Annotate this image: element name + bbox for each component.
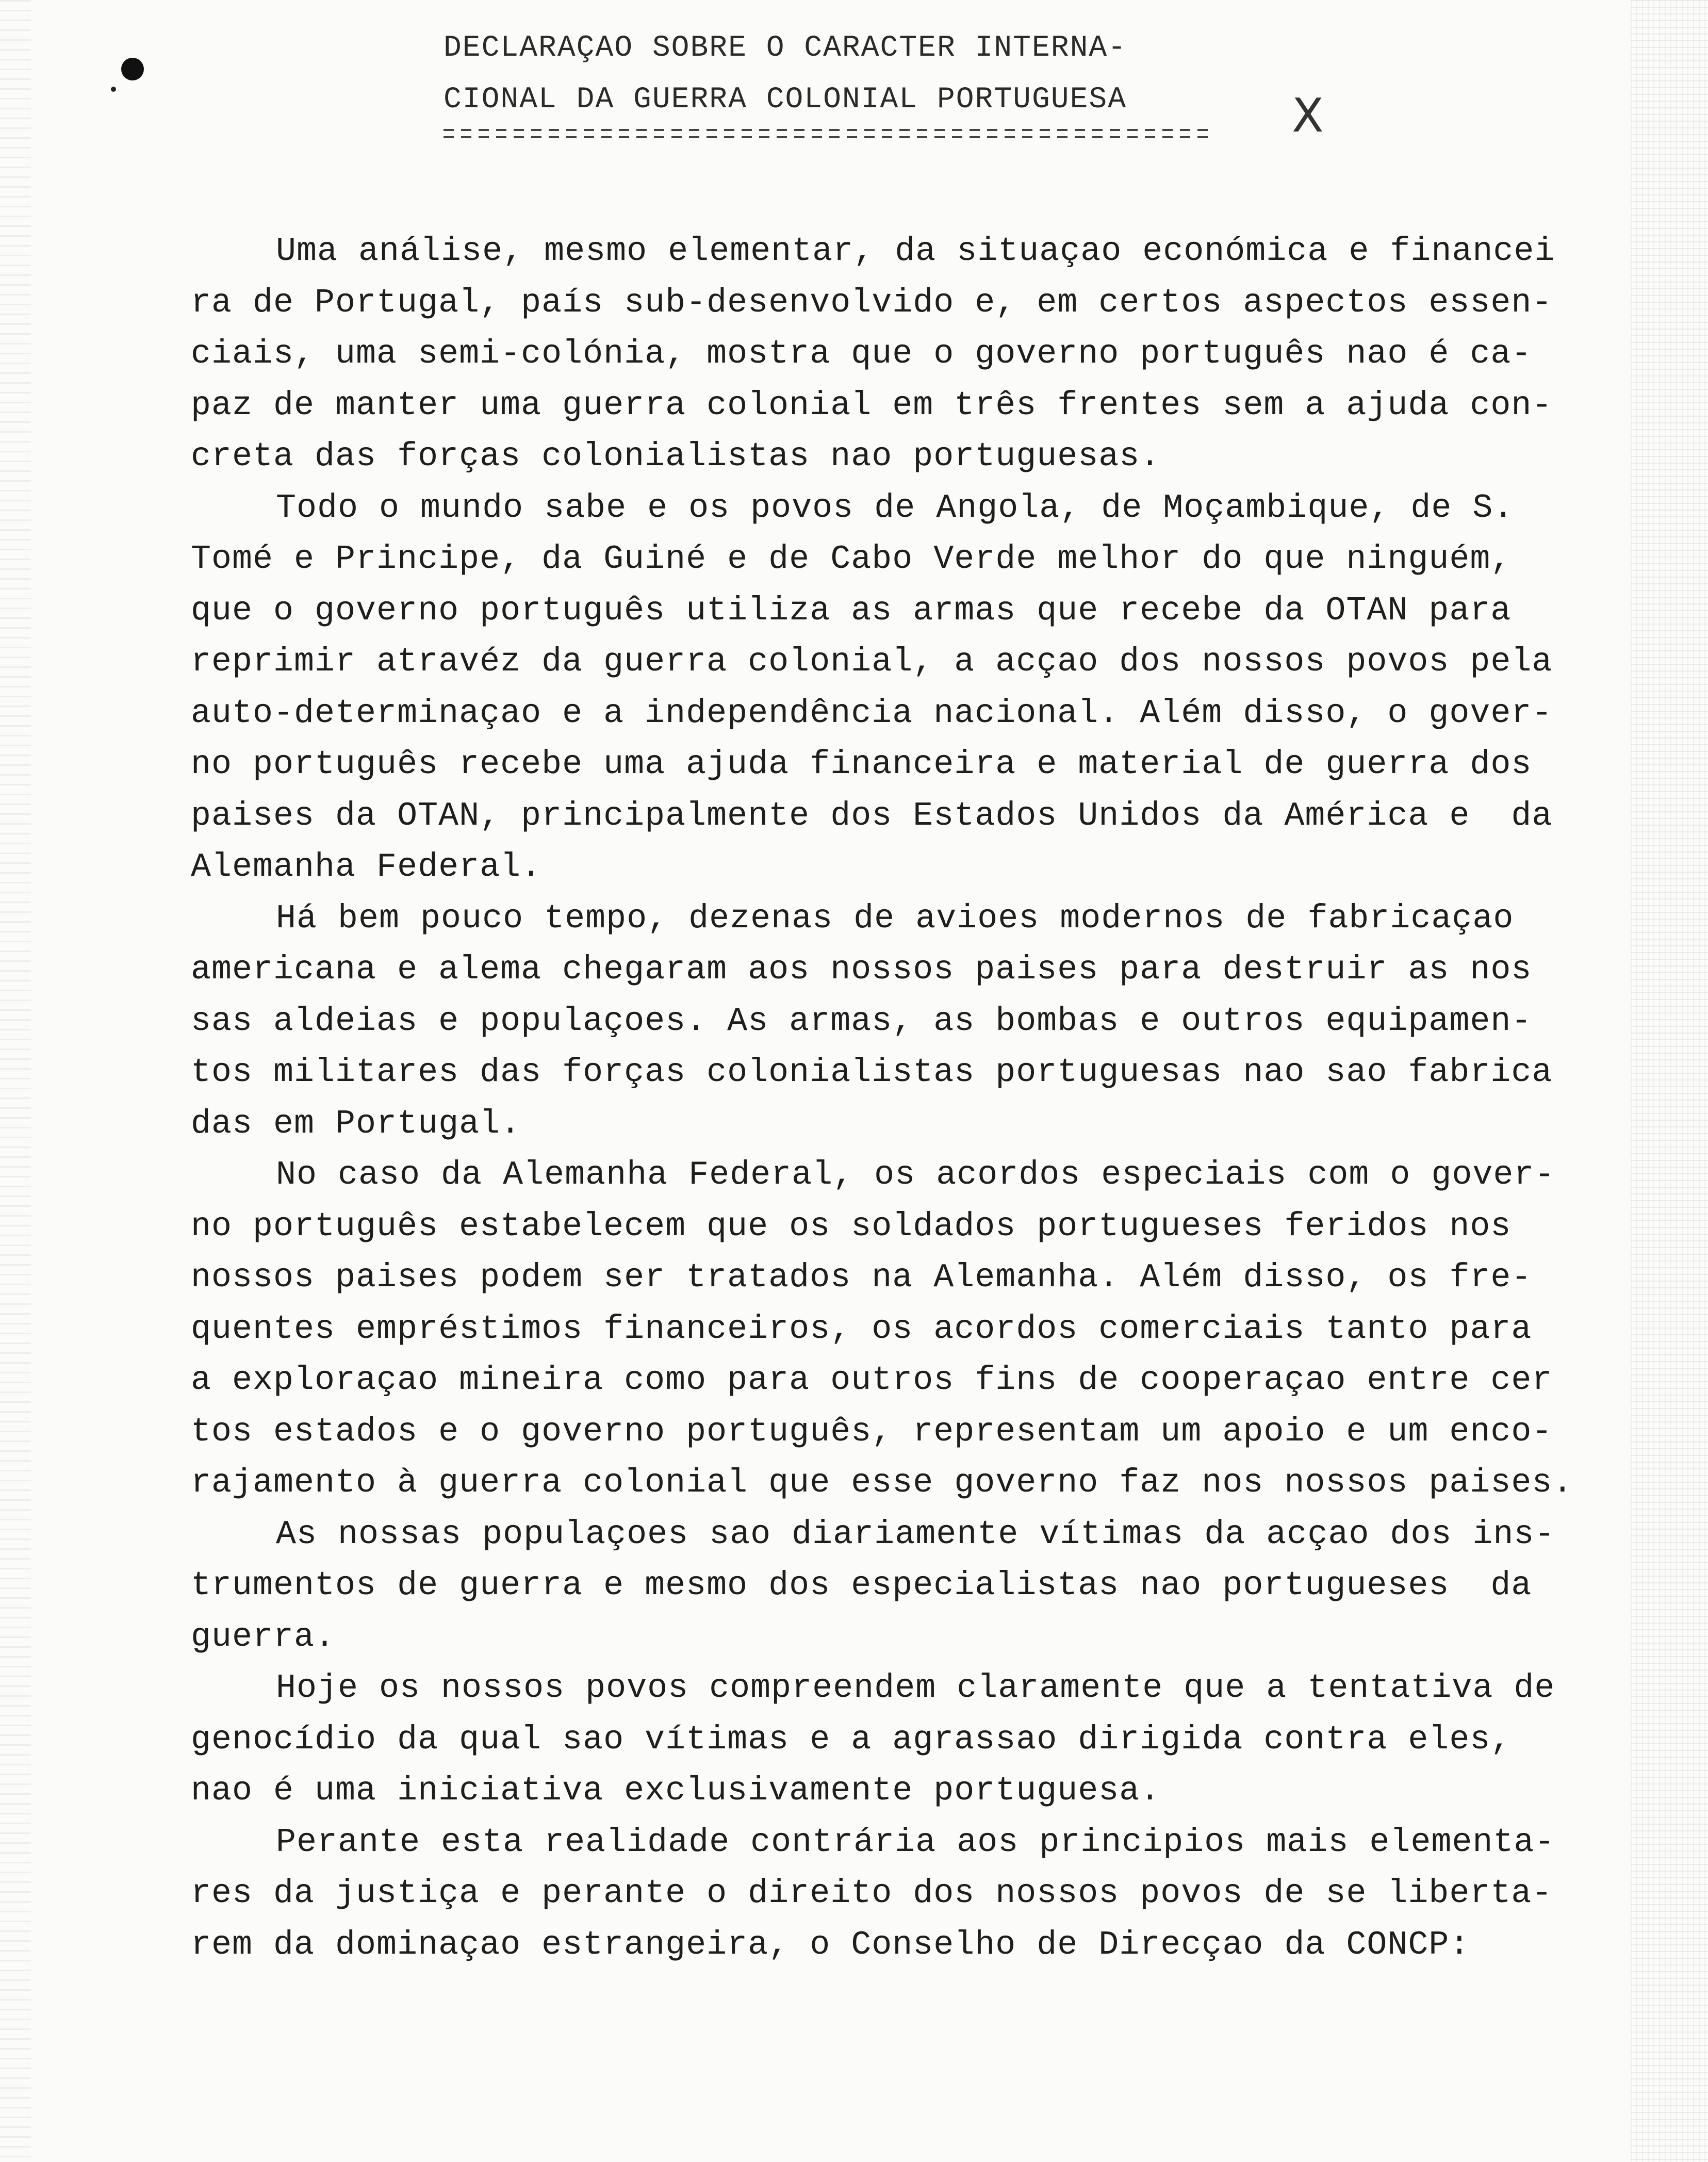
text-line: creta das forças colonialistas nao portuguesas. [191, 437, 1161, 476]
title-line-1: DECLARAÇAO SOBRE O CARACTER INTERNA- [444, 31, 1127, 65]
ink-blot [121, 58, 144, 80]
title-line-2: CIONAL DA GUERRA COLONIAL PORTUGUESA [444, 83, 1127, 117]
text-line: No caso da Alemanha Federal, os acordos especiais com o gover- [276, 1156, 1555, 1194]
text-line: Todo o mundo sabe e os povos de Angola, de Moçambique, de S. [276, 488, 1514, 527]
scan-edge-left [0, 0, 31, 2162]
text-line: Uma análise, mesmo elementar, da situaçao económica e financei [276, 232, 1555, 270]
text-line: americana e alema chegaram aos nossos paises para destruir as nos [191, 951, 1532, 989]
text-line: sas aldeias e populaçoes. As armas, as bombas e outros equipamen- [191, 1002, 1532, 1040]
text-line: reprimir atravéz da guerra colonial, a acçao dos nossos povos pela [191, 643, 1553, 681]
text-line: rajamento à guerra colonial que esse governo faz nos nossos paises. [191, 1464, 1573, 1502]
text-line: quentes empréstimos financeiros, os acordos comerciais tanto para [191, 1309, 1532, 1348]
title-double-underline [444, 129, 1212, 143]
text-line: Perante esta realidade contrária aos principios mais elementa- [276, 1823, 1555, 1861]
text-line: Hoje os nossos povos compreendem claramente que a tentativa de [276, 1669, 1555, 1707]
text-line: no português recebe uma ajuda financeira e material de guerra dos [191, 745, 1532, 783]
text-line: rem da dominaçao estrangeira, o Conselho de Direcçao da CONCP: [191, 1925, 1470, 1964]
text-line: das em Portugal. [191, 1104, 521, 1143]
text-line: trumentos de guerra e mesmo dos especialistas nao portugueses da [191, 1566, 1532, 1604]
text-line: tos estados e o governo português, representam um apoio e um enco- [191, 1412, 1553, 1451]
text-line: As nossas populaçoes sao diariamente vítimas da acçao dos ins- [276, 1515, 1555, 1553]
text-line: a exploraçao mineira como para outros fins de cooperaçao entre cer [191, 1361, 1553, 1399]
text-line: ra de Portugal, país sub-desenvolvido e, em certos aspectos essen- [191, 283, 1553, 322]
text-line: res da justiça e perante o direito dos nossos povos de se liberta- [191, 1874, 1553, 1912]
text-line: guerra. [191, 1617, 336, 1656]
text-line: no português estabelecem que os soldados portugueses feridos nos [191, 1207, 1512, 1246]
text-line: tos militares das forças colonialistas portuguesas nao sao fabrica [191, 1053, 1553, 1091]
text-line: Alemanha Federal. [191, 848, 542, 886]
text-line: nao é uma iniciativa exclusivamente portuguesa. [191, 1772, 1161, 1810]
scan-edge-right [1631, 0, 1708, 2162]
text-line: paz de manter uma guerra colonial em três frentes sem a ajuda con- [191, 386, 1553, 424]
ink-dot [111, 87, 116, 92]
text-line: que o governo português utiliza as armas que recebe da OTAN para [191, 591, 1512, 630]
text-line: nossos paises podem ser tratados na Alemanha. Além disso, os fre- [191, 1258, 1532, 1297]
handwritten-mark: X [1292, 89, 1324, 143]
text-line: paises da OTAN, principalmente dos Estados Unidos da América e da [191, 796, 1553, 835]
body-text [191, 226, 1624, 1971]
text-line: auto-determinaçao e a independência nacional. Além disso, o gover- [191, 694, 1553, 732]
text-line: Tomé e Principe, da Guiné e de Cabo Verde melhor do que ninguém, [191, 540, 1512, 578]
text-line: genocídio da qual sao vítimas e a agrassao dirigida contra eles, [191, 1720, 1512, 1759]
text-line: Há bem pouco tempo, dezenas de avioes modernos de fabricaçao [276, 899, 1514, 938]
document-title [444, 26, 1127, 128]
text-line: ciais, uma semi-colónia, mostra que o governo português nao é ca- [191, 335, 1532, 373]
